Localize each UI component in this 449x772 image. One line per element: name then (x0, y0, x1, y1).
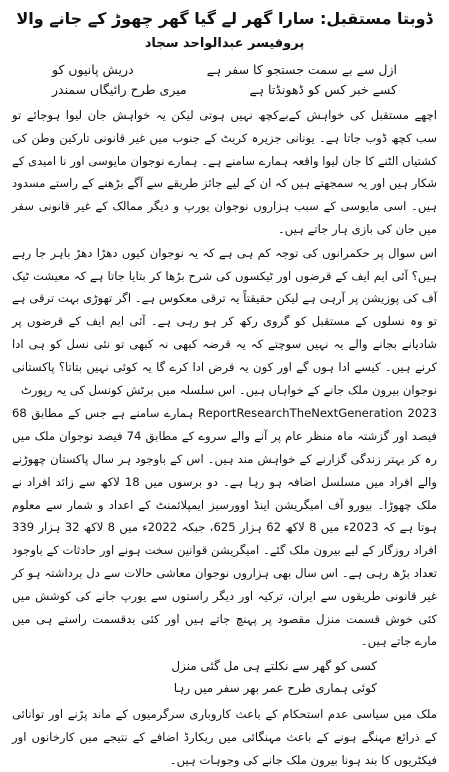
verse-first-half: کسے خبر کس کو ڈھونڈتا ہے (249, 82, 397, 97)
article-title: ڈوبتا مستقبل: سارا گھر لے گیا گھر چھوڑ کے جانے والا (16, 9, 433, 28)
verse-second-half: دریش پانیوں کو (52, 62, 134, 77)
opening-verse (12, 60, 437, 100)
closing-verse (12, 655, 437, 699)
paragraph: 2023 ReportResearchTheNextGeneration ہمارے سامنے ہے جس کے مطابق 68 فیصد اور گزشتہ ماہ منظر عام پر آنے والے سروے کے مطابق 74 فیصد نوجوان ملک میں رہ کر بہتر زندگی گزارنے کے خواہش مند ہیں۔ اس کے باوجود ہر سال پاکستان چھوڑنے والے افراد میں مسلسل اضافہ ہو رہا ہے۔ دو برسوں میں 18 لاکھ سے زائد افراد نے ملک چھوڑا۔ بیورو آف امیگریشن اینڈ اوورسیز ایمپلائمنٹ کے اعداد و شمار سے معلوم ہوتا ہے کہ 2023ء میں 8 لاکھ 62 ہزار 625، جبکہ 2022ء میں 8 لاکھ 32 ہزار 339 افراد روزگار کے لیے بیرون ملک گئے۔ امیگریشن قوانین سخت ہونے اور حادثات کے باوجود تعداد بڑھ رہی ہے۔ اس سال بھی ہزاروں نوجوان معاشی حالات سے دل برداشتہ ہو کر غیر قانونی طریقوں سے ایران، ترکیہ اور دیگر راستوں سے یورپ جانے کی کوشش میں کئی خوش قسمت منزل مقصود پر پہنچ جاتے ہیں اور کئی بدقسمت راستے ہی میں مارے جاتے ہیں۔ (12, 406, 438, 649)
paragraph: اس سوال پر حکمرانوں کی توجہ کم ہی ہے کہ یہ نوجوان کیوں دھڑا دھڑ باہر جا رہے ہیں؟ آئی ایم ایف کے قرضوں اور ٹیکسوں کی شرح بڑھا کر بتایا جاتا ہے کہ معیشت ٹیک آف کی پوزیشن پر آرہی ہے لیکن حقیقتاً یہ ترقی معکوس ہے۔ اگر تھوڑی بہت ترقی ہے تو وہ نسلوں کے مستقبل کو گروی رکھ کر ہو رہی ہے۔ آئی ایم ایف کے قرضوں پر شادیانے بجانے والے یہ نہیں سوچتے کہ یہ قرضہ کبھی نہ کبھی تو نئی نسل کو ہی ادا کرنے ہیں۔ کیسے ادا ہوں گے اور کون یہ قرض ادا کرے گا یہ کوئی نہیں بتاتا؟ پاکستانی نوجوان بیرون ملک جانے کے خواہاں ہیں۔ اس سلسلہ میں برٹش کونسل کی یہ رپورٹ (12, 245, 437, 397)
verse-line (12, 655, 437, 677)
verse-first-half: ازل سے بے سمت جستجو کا سفر ہے (206, 62, 397, 77)
paragraph: اچھے مستقبل کی خواہش کےبےکچھ نہیں ہوتی لیکن یہ خواہش جان لیوا ہوجائے تو سب کچھ ڈوب جاتا ہے۔ یونانی جزیرہ کریٹ کے جنوب میں غیر قانونی تارکین وطن کی کشتیاں الٹنے کا جان لیوا واقعہ ہمارے سامنے ہے۔ ہمارے نوجوان مایوسی اور نا امیدی کے شکار ہیں اور یہ سمجھتے ہیں کہ ان کے لیے جائز طریقے سے آگے بڑھنے کے راستے مسدود ہیں۔ اسی مایوسی کے سبب ہزاروں نوجوان یورپ و دیگر ممالک کے غیر قانونی سفر میں جان کی بازی ہار جاتے ہیں۔ (12, 108, 437, 236)
verse-line (12, 80, 437, 100)
verse-second-half: میری طرح رائیگاں سمندر (52, 82, 187, 97)
author-name: پروفیسر عبدالواحد سجاد (144, 36, 305, 51)
verse-first-half: کسی کو گھر سے نکلتے ہی مل گئی منزل (171, 659, 377, 674)
final-paragraph: ملک میں سیاسی عدم استحکام کے باعث کاروباری سرگرمیوں کے ماند پڑنے اور توانائی کے ذرائع مہنگے ہونے کے باعث مہنگائی میں ریکارڈ اضافے کے نتیجے میں کارخانوں اور فیکٹریوں کا بند ہونا بیرون ملک جانے کی وجوہات ہیں۔ (12, 707, 437, 767)
verse-first-half: کوئی ہماری طرح عمر بھر سفر میں رہا (173, 681, 377, 696)
verse-line (12, 60, 437, 80)
verse-line (12, 677, 437, 699)
